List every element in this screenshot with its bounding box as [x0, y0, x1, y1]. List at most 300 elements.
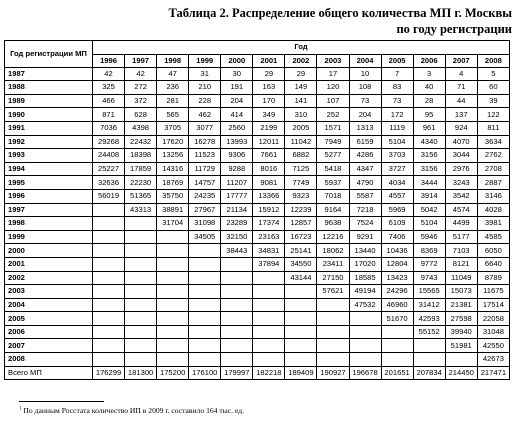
table-cell: 12216: [317, 230, 349, 244]
table-cell: 34550: [285, 257, 317, 271]
table-cell: [413, 339, 445, 353]
table-cell: 3727: [381, 162, 413, 176]
year-header-2003: 2003: [317, 54, 349, 67]
table-cell: 73: [381, 94, 413, 108]
table-cell: 11207: [221, 176, 253, 190]
table-cell: 196678: [349, 366, 381, 380]
table-cell: 5104: [413, 217, 445, 231]
table-cell: 29: [253, 67, 285, 81]
table-cell: [93, 298, 125, 312]
row-label: 2008: [5, 353, 93, 367]
year-group-header: Год: [93, 41, 510, 55]
table-row: [5, 176, 510, 190]
table-cell: 51365: [125, 189, 157, 203]
table-cell: 60: [477, 81, 509, 95]
table-cell: 51981: [445, 339, 477, 353]
row-header: Год регистрации МП: [5, 41, 93, 68]
table-cell: 4398: [125, 121, 157, 135]
table-cell: [221, 312, 253, 326]
table-cell: [157, 285, 189, 299]
table-cell: 372: [125, 94, 157, 108]
row-label: 1998: [5, 217, 93, 231]
table-cell: 28: [413, 94, 445, 108]
table-cell: [125, 244, 157, 258]
table-cell: 5177: [445, 230, 477, 244]
table-cell: [125, 312, 157, 326]
table-cell: [381, 339, 413, 353]
table-cell: [189, 271, 221, 285]
table-cell: 16723: [285, 230, 317, 244]
table-cell: [349, 312, 381, 326]
table-row: [5, 325, 510, 339]
table-cell: [125, 257, 157, 271]
table-cell: 4070: [445, 135, 477, 149]
total-row: [5, 366, 510, 380]
table-cell: 9164: [317, 203, 349, 217]
table-cell: 272: [125, 81, 157, 95]
year-header-2008: 2008: [477, 54, 509, 67]
table-cell: [189, 339, 221, 353]
year-header-2006: 2006: [413, 54, 445, 67]
table-cell: 15073: [445, 285, 477, 299]
table-cell: 3077: [189, 121, 221, 135]
table-cell: [317, 339, 349, 353]
table-cell: [381, 353, 413, 367]
table-cell: 204: [221, 94, 253, 108]
table-cell: 18585: [349, 271, 381, 285]
table-cell: 11675: [477, 285, 509, 299]
table-cell: 4499: [445, 217, 477, 231]
table-cell: 176299: [93, 366, 125, 380]
footnote: [19, 406, 244, 415]
table-cell: 191: [221, 81, 253, 95]
table-cell: 14316: [157, 162, 189, 176]
table-cell: [125, 325, 157, 339]
table-cell: 1119: [381, 121, 413, 135]
table-cell: 31412: [413, 298, 445, 312]
table-cell: [317, 312, 349, 326]
table-cell: 4286: [349, 149, 381, 163]
year-header-2000: 2000: [221, 54, 253, 67]
table-row: [5, 230, 510, 244]
table-cell: 9743: [413, 271, 445, 285]
row-label: 1995: [5, 176, 93, 190]
table-cell: 217471: [477, 366, 509, 380]
row-label: 1996: [5, 189, 93, 203]
table-cell: [445, 353, 477, 367]
table-cell: 16278: [189, 135, 221, 149]
table-cell: 11523: [189, 149, 221, 163]
table-cell: [93, 339, 125, 353]
table-cell: [189, 285, 221, 299]
table-cell: 5946: [413, 230, 445, 244]
row-label: 2004: [5, 298, 93, 312]
table-cell: 466: [93, 94, 125, 108]
table-cell: 3703: [381, 149, 413, 163]
table-cell: [125, 271, 157, 285]
table-cell: [125, 353, 157, 367]
table-cell: 24408: [93, 149, 125, 163]
table-cell: 44: [445, 94, 477, 108]
table-cell: 163: [253, 81, 285, 95]
table-cell: 7103: [445, 244, 477, 258]
table-cell: 961: [413, 121, 445, 135]
table-cell: 414: [221, 108, 253, 122]
table-cell: 6050: [477, 244, 509, 258]
row-label: 2001: [5, 257, 93, 271]
table-cell: [189, 257, 221, 271]
table-cell: 12011: [253, 135, 285, 149]
table-row: [5, 271, 510, 285]
table-cell: 3044: [445, 149, 477, 163]
table-cell: 7524: [349, 217, 381, 231]
table-cell: [157, 257, 189, 271]
table-cell: [221, 257, 253, 271]
table-cell: 252: [317, 108, 349, 122]
table-cell: 25227: [93, 162, 125, 176]
table-cell: 22058: [477, 312, 509, 326]
table-cell: 6640: [477, 257, 509, 271]
row-label: 1989: [5, 94, 93, 108]
row-label: 2005: [5, 312, 93, 326]
table-cell: 24235: [189, 189, 221, 203]
table-row: [5, 81, 510, 95]
table-cell: 6109: [381, 217, 413, 231]
table-cell: 31: [189, 67, 221, 81]
title-line-1: Таблица 2. Распределение общего количества МП г. Москвы: [168, 6, 512, 20]
table-cell: 18062: [317, 244, 349, 258]
table-cell: 9306: [221, 149, 253, 163]
row-label: 1991: [5, 121, 93, 135]
table-cell: [253, 353, 285, 367]
table-cell: 49194: [349, 285, 381, 299]
table-cell: 4585: [477, 230, 509, 244]
row-label: Всего МП: [5, 366, 93, 380]
table-cell: 13440: [349, 244, 381, 258]
table-row: [5, 94, 510, 108]
table-cell: 3156: [413, 162, 445, 176]
table-row: [5, 189, 510, 203]
table-cell: [285, 298, 317, 312]
row-label: 1999: [5, 230, 93, 244]
footnote-divider: [19, 401, 104, 402]
table-cell: 22432: [125, 135, 157, 149]
table-cell: 30: [221, 67, 253, 81]
table-title: [132, 5, 512, 37]
table-cell: 141: [285, 94, 317, 108]
table-cell: 21134: [221, 203, 253, 217]
table-cell: 281: [157, 94, 189, 108]
footnote-text: По данным Росстата количество ИП в 2009 г. составило 164 тыс. ед.: [23, 406, 244, 415]
table-cell: [157, 230, 189, 244]
table-cell: 210: [189, 81, 221, 95]
table-cell: 4557: [381, 189, 413, 203]
table-cell: 179997: [221, 366, 253, 380]
table-cell: [253, 285, 285, 299]
row-label: 1988: [5, 81, 93, 95]
table-cell: 108: [349, 81, 381, 95]
table-cell: 9323: [285, 189, 317, 203]
table-cell: 34505: [189, 230, 221, 244]
table-cell: 8016: [253, 162, 285, 176]
table-cell: [221, 325, 253, 339]
year-header-2007: 2007: [445, 54, 477, 67]
table-cell: 3705: [157, 121, 189, 135]
table-cell: [317, 298, 349, 312]
table-cell: [189, 312, 221, 326]
table-cell: [349, 339, 381, 353]
year-header-1999: 1999: [189, 54, 221, 67]
table-cell: [253, 298, 285, 312]
table-cell: 11049: [445, 271, 477, 285]
table-cell: [125, 285, 157, 299]
table-cell: 871: [93, 108, 125, 122]
table-cell: [93, 353, 125, 367]
table-cell: [253, 339, 285, 353]
table-cell: 42: [125, 67, 157, 81]
row-label: 1987: [5, 67, 93, 81]
table-row: [5, 244, 510, 258]
table-row: [5, 257, 510, 271]
table-cell: [317, 325, 349, 339]
table-cell: [93, 257, 125, 271]
table-cell: [221, 298, 253, 312]
table-cell: 189409: [285, 366, 317, 380]
table-cell: 565: [157, 108, 189, 122]
table-cell: 17777: [221, 189, 253, 203]
table-cell: 39: [477, 94, 509, 108]
table-cell: [221, 271, 253, 285]
table-cell: 182218: [253, 366, 285, 380]
table-cell: 462: [189, 108, 221, 122]
table-cell: 204: [349, 108, 381, 122]
table-cell: 8369: [413, 244, 445, 258]
table-cell: 4790: [349, 176, 381, 190]
table-cell: 3634: [477, 135, 509, 149]
table-cell: 42673: [477, 353, 509, 367]
table-cell: 3: [413, 67, 445, 81]
table-row: [5, 353, 510, 367]
table-row: [5, 339, 510, 353]
table-cell: [253, 325, 285, 339]
table-cell: 25141: [285, 244, 317, 258]
row-label: 1994: [5, 162, 93, 176]
table-cell: 17859: [125, 162, 157, 176]
table-cell: [189, 298, 221, 312]
year-header-2005: 2005: [381, 54, 413, 67]
table-cell: 43144: [285, 271, 317, 285]
table-cell: 38891: [157, 203, 189, 217]
table-cell: 17020: [349, 257, 381, 271]
table-cell: [253, 312, 285, 326]
table-cell: 13366: [253, 189, 285, 203]
table-row: [5, 312, 510, 326]
table-cell: [125, 339, 157, 353]
table-cell: 29268: [93, 135, 125, 149]
year-header-1996: 1996: [93, 54, 125, 67]
row-label: 2006: [5, 325, 93, 339]
table-cell: 3542: [445, 189, 477, 203]
table-cell: 3444: [413, 176, 445, 190]
table-cell: 228: [189, 94, 221, 108]
table-cell: 5104: [381, 135, 413, 149]
table-cell: 39940: [445, 325, 477, 339]
table-cell: 175200: [157, 366, 189, 380]
table-cell: 13993: [221, 135, 253, 149]
table-cell: 17374: [253, 217, 285, 231]
table-cell: 18398: [125, 149, 157, 163]
registration-table: [4, 40, 510, 380]
table-cell: 21381: [445, 298, 477, 312]
table-cell: 214450: [445, 366, 477, 380]
table-cell: 4028: [477, 203, 509, 217]
table-cell: 10: [349, 67, 381, 81]
table-cell: 3981: [477, 217, 509, 231]
table-cell: 5587: [349, 189, 381, 203]
table-cell: [221, 339, 253, 353]
table-cell: 9081: [253, 176, 285, 190]
row-label: 2007: [5, 339, 93, 353]
table-cell: 42593: [413, 312, 445, 326]
table-cell: [93, 203, 125, 217]
table-cell: 7949: [317, 135, 349, 149]
row-label: 2002: [5, 271, 93, 285]
table-cell: 46960: [381, 298, 413, 312]
table-cell: 5969: [381, 203, 413, 217]
table-cell: 7218: [349, 203, 381, 217]
table-row: [5, 135, 510, 149]
table-cell: 201651: [381, 366, 413, 380]
year-header-1998: 1998: [157, 54, 189, 67]
table-cell: 5042: [413, 203, 445, 217]
row-label: 1993: [5, 149, 93, 163]
table-row: [5, 67, 510, 81]
table-row: [5, 285, 510, 299]
table-cell: [125, 230, 157, 244]
table-cell: 23411: [317, 257, 349, 271]
table-row: [5, 108, 510, 122]
table-cell: 2887: [477, 176, 509, 190]
table-body: [5, 67, 510, 380]
table-cell: [125, 217, 157, 231]
table-cell: 83: [381, 81, 413, 95]
table-cell: 8121: [445, 257, 477, 271]
table-cell: 23163: [253, 230, 285, 244]
table-cell: [93, 271, 125, 285]
table-cell: 27967: [189, 203, 221, 217]
table-cell: 13423: [381, 271, 413, 285]
table-row: [5, 121, 510, 135]
table-cell: 924: [445, 121, 477, 135]
year-header-1997: 1997: [125, 54, 157, 67]
table-cell: 2005: [285, 121, 317, 135]
table-cell: 122: [477, 108, 509, 122]
table-cell: [125, 298, 157, 312]
table-cell: 32150: [221, 230, 253, 244]
table-row: [5, 203, 510, 217]
table-cell: 34831: [253, 244, 285, 258]
table-cell: [157, 325, 189, 339]
table-row: [5, 217, 510, 231]
table-cell: 57621: [317, 285, 349, 299]
table-cell: 27150: [317, 271, 349, 285]
table-cell: 349: [253, 108, 285, 122]
table-cell: 5277: [317, 149, 349, 163]
table-cell: [189, 325, 221, 339]
table-cell: [93, 244, 125, 258]
table-cell: [285, 353, 317, 367]
table-cell: 2560: [221, 121, 253, 135]
table-cell: 12804: [381, 257, 413, 271]
table-cell: 170: [253, 94, 285, 108]
table-cell: 37894: [253, 257, 285, 271]
table-cell: 42: [93, 67, 125, 81]
table-cell: 29: [285, 67, 317, 81]
table-cell: 107: [317, 94, 349, 108]
footnote-mark: 1: [19, 406, 22, 412]
table-cell: [189, 353, 221, 367]
table-cell: 7661: [253, 149, 285, 163]
table-cell: 23289: [221, 217, 253, 231]
table-cell: 12239: [285, 203, 317, 217]
table-cell: 3914: [413, 189, 445, 203]
table-cell: 325: [93, 81, 125, 95]
table-cell: 7125: [285, 162, 317, 176]
table-cell: [253, 271, 285, 285]
title-line-2: по году регистрации: [396, 22, 512, 36]
row-label: 2003: [5, 285, 93, 299]
table-cell: 5418: [317, 162, 349, 176]
table-cell: 40: [413, 81, 445, 95]
table-cell: 3243: [445, 176, 477, 190]
table-cell: 207834: [413, 366, 445, 380]
table-cell: 1313: [349, 121, 381, 135]
table-cell: 149: [285, 81, 317, 95]
table-cell: [157, 298, 189, 312]
table-cell: 3146: [477, 189, 509, 203]
table-cell: 31098: [189, 217, 221, 231]
table-cell: 3156: [413, 149, 445, 163]
table-cell: 1571: [317, 121, 349, 135]
table-cell: 811: [477, 121, 509, 135]
table-cell: [413, 353, 445, 367]
table-cell: 2976: [445, 162, 477, 176]
table-cell: 190927: [317, 366, 349, 380]
row-label: 1997: [5, 203, 93, 217]
table-cell: 120: [317, 81, 349, 95]
table-cell: 9638: [317, 217, 349, 231]
table-cell: 17: [317, 67, 349, 81]
table-row: [5, 162, 510, 176]
table-row: [5, 149, 510, 163]
table-cell: 95: [413, 108, 445, 122]
table-cell: 71: [445, 81, 477, 95]
table-cell: 310: [285, 108, 317, 122]
table-cell: [285, 339, 317, 353]
table-cell: 7018: [317, 189, 349, 203]
table-cell: [221, 353, 253, 367]
table-cell: 11729: [189, 162, 221, 176]
table-cell: [157, 244, 189, 258]
table-cell: 7406: [381, 230, 413, 244]
table-cell: [349, 353, 381, 367]
table-cell: 4: [445, 67, 477, 81]
table-cell: 15565: [413, 285, 445, 299]
table-cell: [285, 312, 317, 326]
table-cell: 236: [157, 81, 189, 95]
row-label: 1990: [5, 108, 93, 122]
table-cell: [157, 271, 189, 285]
